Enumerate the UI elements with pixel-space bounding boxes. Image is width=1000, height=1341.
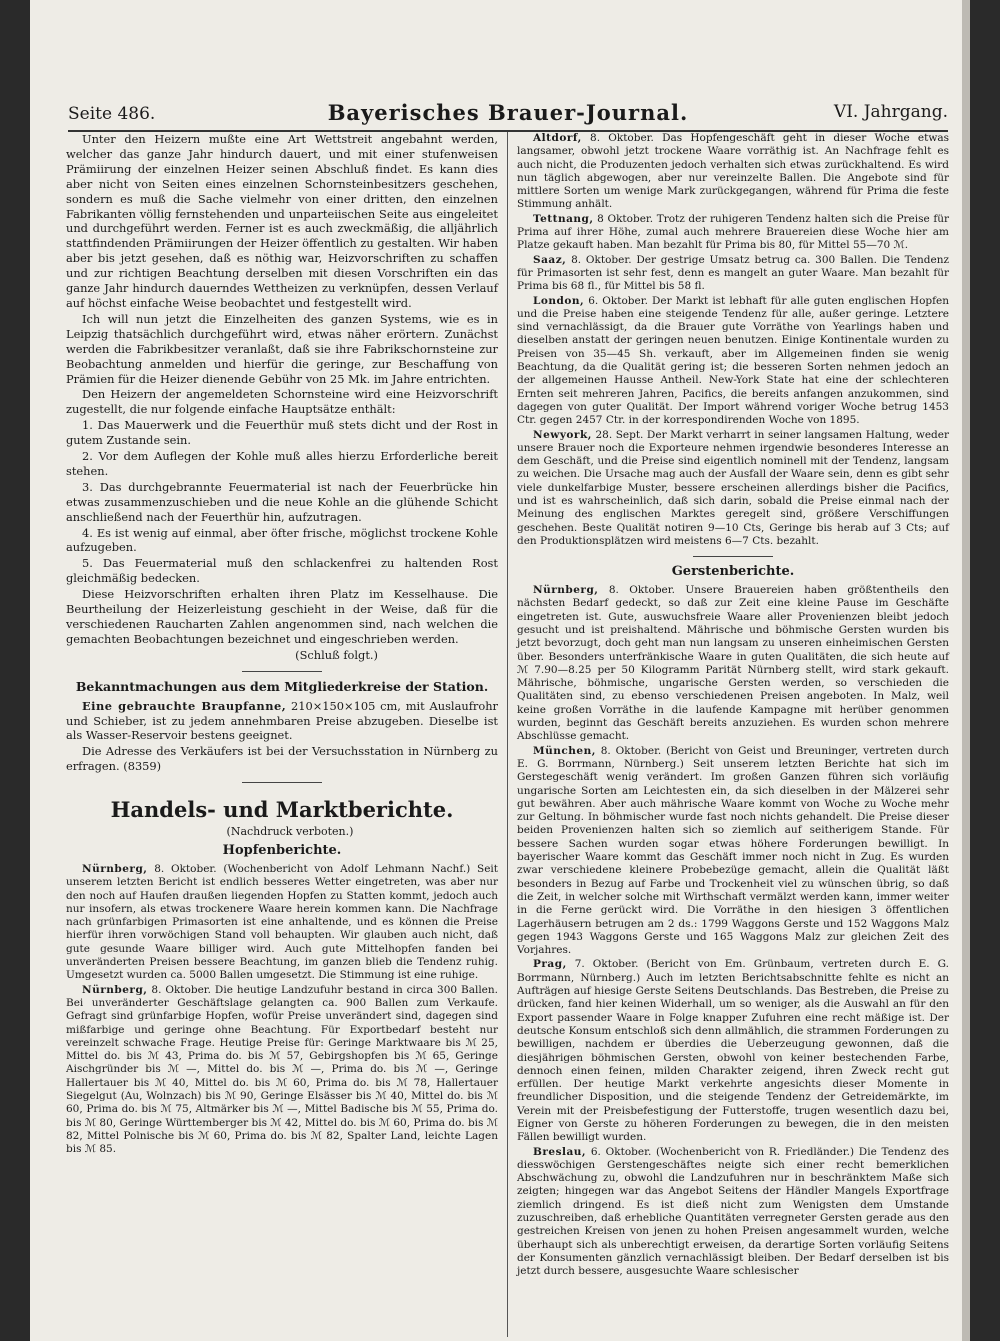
report-place: London, [533,294,585,307]
report-place: Nürnberg, [533,584,599,597]
report-text: 8 Oktober. Trotz der ruhigeren Tendenz halten sich die Preise für Prima auf ihrer Höhe, zumal auch mehrere Brauereien diese Woche hier am Platze gekauft haben. Man bezahlt für Prima bis 80, für Mittel 55—70 ℳ. [517,212,949,252]
report [517,295,949,428]
report [517,1146,949,1279]
page-number: Seite 486. [68,104,156,124]
report-place: Nürnberg, [82,983,148,996]
column-divider [507,132,508,1337]
page-header [68,96,948,130]
report-place: Tettnang, [533,212,594,225]
report [517,745,949,958]
paragraph: Unter den Heizern mußte eine Art Wettstreit angebahnt werden, welcher das ganze Jahr hindurch dauert, und mit einer stufenweisen Prämiirung der einzelnen Heizer seinen Abschluß findet. Es kann dies aber nicht von Seiten eines einzelnen Schornsteinbesitzers geschehen, sondern es muß die Sache vielmehr von einer dritten, den einzelnen Fabrikanten völlig fernstehenden und unparteiischen Seite aus eingeleitet und durchgeführt werden. Ferner ist es auch zweckmäßig, die alljährlich stattfindenden Prämiirungen der Heizer öffentlich zu gestalten. Wir haben aber bis jetzt gesehen, daß es nöthig war, Heizvorschriften zu schaffen und zur richtigen Beachtung derselben mit diesen Vorschriften ein das ganze Jahr hindurch dauerndes Wettheizen zu verknüpfen, dessen Verlauf auf höchst einfache Weise beobachtet und festgestellt wird. [66,132,498,310]
paragraph: Ich will nun jetzt die Einzelheiten des ganzen Systems, wie es in Leipzig thatsächlich durchgeführt wird, etwas näher erörtern. Zunächst werden die Fabrikbesitzer veranlaßt, daß sie ihre Fabrikschornsteine zur Beobachtung anmelden und hierfür die geringe, zur Beschaffung von Prämien für die Heizer dienende Gebühr von 25 Mk. im Jahre entrichten. [66,311,498,386]
report-text: 8. Oktober. Unsere Brauereien haben größtentheils den nächsten Bedarf gedeckt, so daß zur Zeit eine kleine Pause im Geschäfte eingetreten ist. Gute, auswuchsfreie Waare aller Provenienzen bleibt jedoch gesucht und ist preishaltend. Mährische und böhmische Gersten wurden bis jetzt bevorzugt, doch geht man nun langsam zu unseren einheimischen Gersten über. Besonders unterfränkische Waare in guten Qualitäten, die sich heute auf ℳ 7.90—8.25 per 50 Kilogramm Parität Nürnberg stellt, wird stark gekauft. Mährische, böhmische, ungarische Gersten werden, so verschieden die Qualitäten sind, zu ebenso verschiedenen Preisen angeboten. In Malz, weil keine großen Vorräthe in die laufende Kampagne mit herüber genommen wurden, beginnt das Geschäft bereits anzuziehen. Es wurden schon mehrere Abschlüsse gemacht. [517,584,950,743]
list-item: 1. Das Mauerwerk und die Feuerthür muß stets dicht und der Rost in gutem Zustande sein. [66,418,498,448]
section-title: Bekanntmachungen aus dem Mitgliederkreise der Station. [75,678,489,694]
paragraph: Den Heizern der angemeldeten Schornsteine wird eine Heizvorschrift zugestellt, die nur folgende einfache Hauptsätze enthält: [66,387,498,417]
section-rule [693,556,773,557]
announcement-text: 210×150×105 cm, mit Auslaufrohr und Schieber, ist zu jedem annehmbaren Preise abzugeben. Dieselbe ist als Wasser-Reservoir bestens geeignet. [66,698,498,743]
announcement [66,699,498,744]
report-text: 8. Oktober. Der gestrige Umsatz betrug ca. 300 Ballen. Die Tendenz für Primasorten ist sehr fest, denn es mangelt an guter Waare. Man bezahlt für Prima bis 68 fl., für Mittel bis 58 fl. [517,253,949,293]
list-item: 5. Das Feuermaterial muß den schlackenfrei zu haltenden Rost gleichmäßig bedecken. [66,556,498,586]
right-column [517,132,949,1280]
page-edge [962,0,970,1341]
list-item: 4. Es ist wenig auf einmal, aber öfter frische, möglichst trockene Kohle aufzugeben. [66,525,498,555]
report-text: 6. Oktober. Der Markt ist lebhaft für alle guten englischen Hopfen und die Preise haben eine steigende Tendenz für alle, außer geringe. Letztere sind vernachlässigt, da die Brauer gute Vorräthe von Yearlings haben und dieselben anstatt der geringen neuen benutzen. Einige Kontinentale wurden zu Preisen von 35—45 Sh. verkauft, aber im Allgemeinen finden sie wenig Beachtung, da die Qualität gering ist; die besseren Sorten nehmen jedoch an der allgemeinen Hausse Antheil. New-York State hat eine der schlechteren Ernten seit mehreren Jahren, Pacifics, die bereits anfangen anzukommen, sind dagegen von guter Qualität. Der Import während voriger Woche betrug 1453 Ctr. gegen 2457 Ctr. in der korrespondirenden Woche von 1895. [517,294,949,427]
report [517,584,949,744]
volume-label: VI. Jahrgang. [833,102,948,122]
report-place: Altdorf, [533,132,582,144]
section-rule [242,671,322,672]
subsection-title: Gerstenberichte. [671,564,795,580]
section-title: Handels- und Marktberichte. [110,797,454,823]
report [517,429,949,549]
paragraph: Die Adresse des Verkäufers ist bei der Versuchsstation in Nürnberg zu erfragen. (8359) [66,744,498,774]
report-text: 6. Oktober. (Wochenbericht von R. Friedländer.) Die Tendenz des diesswöchigen Gerstengeschäftes neigte sich einer recht bemerklichen Abschwächung zu, obwohl die Landzufuhren nur in beschränktem Maße sich zeigten; hingegen war das Angebot Seitens der Händler Mangels Exportfrage ziemlich dringend. Es ist dieß nicht zum Wenigsten dem Umstande zuzuschreiben, daß erhebliche Quantitäten verregneter Gersten gerade aus den gestreichen Kreisen von jenen zu hohen Preisen angesammelt wurden, welche überhaupt sich als unberechtigt erweisen, da derartige Sorten vorläufig Seitens der Konsumenten gänzlich vernachlässigt bleiben. Der Bedarf derselben ist bis jetzt durch bessere, ausgesuchte Waare schlesischer [517,1145,950,1278]
continued-note: (Schluß folgt.) [295,647,378,662]
reprint-note: (Nachdruck verboten.) [226,825,354,839]
report-place: Nürnberg, [82,862,148,875]
report [517,958,949,1144]
report-text: 8. Oktober. (Wochenbericht von Adolf Lehmann Nachf.) Seit unserem letzten Bericht ist endlich besseres Wetter eingetreten, was aber nur den noch auf Haufen draußen liegenden Hopfen zu Statten kommt, jedoch auch nur insofern, als etwas trockenere Waare herein kommen kann. Die Nachfrage nach grünfarbigen Primasorten ist eine anhaltende, und es können die Preise hierfür ihren vorwöchigen Stand voll behaupten. Wir glauben auch nicht, daß gute gesunde Waare billiger wird. Auch gute Mittelhopfen fanden bei unveränderten Preisen bessere Beachtung, im ganzen blieb die Tendenz ruhig. Umgesetzt wurden ca. 5000 Ballen umgesetzt. Die Stimmung ist eine ruhige. [66,862,498,982]
journal-title: Bayerisches Brauer-Journal. [327,100,689,125]
paragraph: Diese Heizvorschriften erhalten ihren Platz im Kesselhause. Die Beurtheilung der Heizerleistung geschieht in der Weise, daß für die verschiedenen Raucharten Zahlen angenommen sind, nach welchen die gemachten Beobachtungen bezeichnet und eingeschrieben werden. [66,587,498,646]
left-column [66,132,498,1158]
report-text: 8. Oktober. Das Hopfengeschäft geht in dieser Woche etwas langsamer, obwohl jetzt trockene Waare vorräthig ist. An Nachfrage fehlt es auch nicht, die Produzenten jedoch verhalten sich etwas zurückhaltend. Es wird nun täglich abgewogen, aber nur vereinzelte Ballen. Die Angebote sind für mittlere Sorten um wenige Mark zurückgegangen, während für Prima die feste Stimmung anhält. [517,132,949,211]
report-text: 8. Oktober. (Bericht von Geist und Breuninger, vertreten durch E. G. Borrmann, Nürnberg.) Seit unserem letzten Berichte hat sich im Gerstegeschäft wenig verändert. Im großen Ganzen führen sich vorläufig ungarische Sorten am Leichtesten ein, da sich dieselben in der Mälzerei sehr gut bewähren. Aber auch mährische Waare kommt von Woche zu Woche mehr zur Geltung. In böhmischer wurde fast noch nichts gehandelt. Die Preise dieser beiden Provenienzen halten sich so ziemlich auf seitherigem Stande. Für bessere Sachen wurden sogar etwas höhere Forderungen bewilligt. In bayerischer Waare kommt das Geschäft immer noch nicht in Zug. Es wurden zwar verschiedene kleinere Probebezüge gemacht, allein die Qualität läßt besonders in Bezug auf Farbe und Trockenheit viel zu wünschen übrig, so daß die Zeit, in welcher solche mit Wirthschaft vermälzt werden kann, immer weiter in die Ferne gerückt wird. Die Vorräthe in den hiesigen 3 öffentlichen Lagerhäusern betrugen am 2 ds.: 1799 Waggons Gerste und 152 Waggons Malz gegen 1943 Waggons Gerste und 165 Waggons Malz zur gleichen Zeit des Vorjahres. [517,744,949,957]
report-place: Saaz, [533,253,567,266]
section-rule [242,782,322,783]
report-text: 7. Oktober. (Bericht von Em. Grünbaum, vertreten durch E. G. Borrmann, Nürnberg.) Auch im letzten Berichtsabschnitte fehlte es nicht an Aufträgen auf hiesige Gerste Seitens Deutschlands. Das Bestreben, die Preise zu drücken, fand hier keinen Widerhall, um so weniger, als die Auswahl an für den Export passender Waare in Folge knapper Zufuhren eine recht mäßige ist. Der deutsche Konsum entschloß sich denn allmählich, die strammen Forderungen zu bewilligen, nachdem er überdies die Ueberzeugung gewonnen, daß die diesjährigen böhmischen Gersten, obwohl von keiner bestechenden Farbe, dennoch einen feinen, milden Charakter zeigend, ihren Zweck recht gut erfüllen. Der heutige Markt verkehrte angesichts dieser Momente in freundlicher Disposition, und die steigende Tendenz der Getreidemärkte, im Verein mit der Preisbefestigung der Futterstoffe, trugen wesentlich dazu bei, Eigner von Gerste zu höheren Forderungen zu bewegen, die in den meisten Fällen bewilligt wurden. [517,958,950,1144]
report-place: München, [533,744,596,757]
report [66,984,498,1157]
newspaper-page [30,0,970,1341]
report-place: Prag, [533,958,567,971]
report [517,213,949,253]
report [517,254,949,294]
subsection-title: Hopfenberichte. [222,843,342,859]
report [66,863,498,983]
report-place: Breslau, [533,1145,587,1158]
list-item: 3. Das durchgebrannte Feuermaterial ist nach der Feuerbrücke hin etwas zusammenzuschieben und die neue Kohle an die glühende Schicht anschließend nach der Feuerthür hin, aufzutragen. [66,479,498,524]
item-heading: Eine gebrauchte Braupfanne, [82,698,287,713]
list-item: 2. Vor dem Auflegen der Kohle muß alles hierzu Erforderliche bereit stehen. [66,449,498,478]
report-text: 28. Sept. Der Markt verharrt in seiner langsamen Haltung, weder unsere Brauer noch die Exporteure nehmen irgendwie besonderes Interesse an dem Geschäft, und die Preise sind eigentlich nominell mit der Tendenz, langsam zu weichen. Die Ursache mag auch der Ausfall der Waare sein, denn es gibt sehr viele dunkelfarbige Muster, bessere erscheinen allerdings bisher die Pacifics, und ist es wahrscheinlich, daß sich darin, sobald die Preise einmal nach der Meinung des englischen Marktes geregelt sind, größere Verschiffungen geschehen. Beste Qualität notiren 9—10 Cts, Geringe bis herab auf 3 Cts; auf den Produktionsplätzen wird meistens 6—7 Cts. bezahlt. [517,428,949,547]
report-text: 8. Oktober. Die heutige Landzufuhr bestand in circa 300 Ballen. Bei unveränderter Geschäftslage gelangten ca. 900 Ballen zum Verkaufe. Gefragt sind grünfarbige Hopfen, wofür Preise unverändert sind, dagegen sind mißfarbige und geringe ohne Beachtung. Für Exportbedarf besteht nur vereinzelt schwache Frage. Heutige Preise für: Geringe Marktwaare bis ℳ 25, Mittel do. bis ℳ 43, Prima do. bis ℳ 57, Gebirgshopfen bis ℳ 65, Geringe Aischgründer bis ℳ —, Mittel do. bis ℳ —, Prima do. bis ℳ —, Geringe Hallertauer bis ℳ 40, Mittel do. bis ℳ 60, Prima do. bis ℳ 78, Hallertauer Siegelgut (Au, Wolnzach) bis ℳ 90, Geringe Elsässer bis ℳ 40, Mittel do. bis ℳ 60, Prima do. bis ℳ 75, Altmärker bis ℳ —, Mittel Badische bis ℳ 55, Prima do. bis ℳ 80, Geringe Württemberger bis ℳ 42, Mittel do. bis ℳ 60, Prima do. bis ℳ 82, Mittel Polnische bis ℳ 60, Prima do. bis ℳ 82, Spalter Land, leichte Lagen bis ℳ 85. [66,983,498,1156]
report [517,132,949,212]
report-place: Newyork, [533,428,592,441]
